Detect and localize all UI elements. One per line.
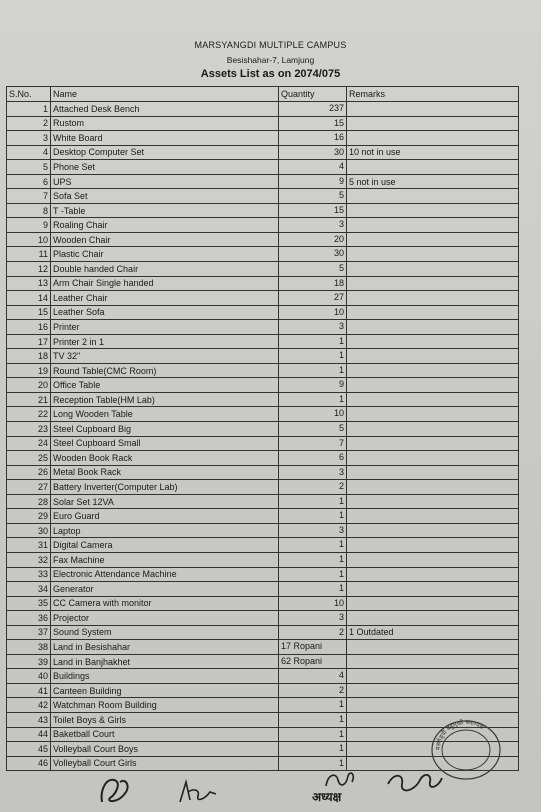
row-name: Roaling Chair xyxy=(51,218,279,233)
row-quantity: 16 xyxy=(279,131,347,146)
row-name: Leather Chair xyxy=(51,291,279,306)
row-name: Volleyball Court Girls xyxy=(51,756,279,771)
row-remarks xyxy=(347,494,519,509)
row-remarks xyxy=(347,654,519,669)
signature-1 xyxy=(96,772,136,808)
row-name: Euro Guard xyxy=(51,509,279,524)
college-name: MARSYANGDI MULTIPLE CAMPUS xyxy=(194,40,347,50)
row-quantity: 9 xyxy=(279,174,347,189)
row-remarks xyxy=(347,131,519,146)
row-quantity: 15 xyxy=(279,203,347,218)
row-quantity: 3 xyxy=(279,465,347,480)
table-row xyxy=(7,131,519,146)
row-remarks xyxy=(347,334,519,349)
row-sn: 5 xyxy=(7,160,51,175)
row-sn: 19 xyxy=(7,363,51,378)
row-quantity: 1 xyxy=(279,349,347,364)
row-name: Reception Table(HM Lab) xyxy=(51,392,279,407)
row-quantity: 20 xyxy=(279,232,347,247)
row-name: Land in Besishahar xyxy=(51,640,279,655)
table-row xyxy=(7,174,519,189)
row-remarks xyxy=(347,523,519,538)
row-quantity: 1 xyxy=(279,742,347,757)
row-name: TV 32" xyxy=(51,349,279,364)
college-address: Besishahar-7, Lamjung xyxy=(226,55,315,65)
row-name: Long Wooden Table xyxy=(51,407,279,422)
table-row xyxy=(7,349,519,364)
row-name: Sofa Set xyxy=(51,189,279,204)
table-row xyxy=(7,203,519,218)
table-row xyxy=(7,480,519,495)
table-row xyxy=(7,698,519,713)
row-sn: 38 xyxy=(7,640,51,655)
row-remarks xyxy=(347,247,519,262)
row-remarks xyxy=(347,320,519,335)
row-sn: 4 xyxy=(7,145,51,160)
row-quantity: 10 xyxy=(279,407,347,422)
row-name: Battery Inverter(Computer Lab) xyxy=(51,480,279,495)
table-row xyxy=(7,596,519,611)
row-sn: 22 xyxy=(7,407,51,422)
row-sn: 43 xyxy=(7,712,51,727)
row-sn: 21 xyxy=(7,392,51,407)
row-name: Canteen Building xyxy=(51,683,279,698)
table-row xyxy=(7,262,519,277)
row-remarks xyxy=(347,422,519,437)
row-name: White Board xyxy=(51,131,279,146)
row-sn: 1 xyxy=(7,102,51,117)
row-quantity: 4 xyxy=(279,669,347,684)
table-row xyxy=(7,567,519,582)
row-name: Office Table xyxy=(51,378,279,393)
row-remarks xyxy=(347,465,519,480)
row-remarks xyxy=(347,596,519,611)
row-sn: 26 xyxy=(7,465,51,480)
row-name: Wooden Book Rack xyxy=(51,451,279,466)
row-remarks xyxy=(347,480,519,495)
table-row xyxy=(7,669,519,684)
row-quantity: 3 xyxy=(279,611,347,626)
row-name: Rustom xyxy=(51,116,279,131)
row-quantity: 3 xyxy=(279,320,347,335)
row-remarks xyxy=(347,683,519,698)
table-row xyxy=(7,160,519,175)
row-remarks xyxy=(347,102,519,117)
row-quantity: 7 xyxy=(279,436,347,451)
row-name: Printer 2 in 1 xyxy=(51,334,279,349)
row-sn: 20 xyxy=(7,378,51,393)
row-name: UPS xyxy=(51,174,279,189)
row-sn: 11 xyxy=(7,247,51,262)
table-row xyxy=(7,538,519,553)
row-quantity: 1 xyxy=(279,509,347,524)
row-sn: 8 xyxy=(7,203,51,218)
row-remarks xyxy=(347,567,519,582)
row-remarks xyxy=(347,538,519,553)
table-row xyxy=(7,552,519,567)
assets-table xyxy=(6,86,519,771)
row-quantity: 1 xyxy=(279,712,347,727)
row-name: Buildings xyxy=(51,669,279,684)
table-row xyxy=(7,378,519,393)
row-sn: 45 xyxy=(7,742,51,757)
row-name: Electronic Attendance Machine xyxy=(51,567,279,582)
table-row xyxy=(7,102,519,117)
row-sn: 31 xyxy=(7,538,51,553)
table-row xyxy=(7,363,519,378)
row-remarks xyxy=(347,232,519,247)
row-name: Generator xyxy=(51,582,279,597)
row-quantity: 30 xyxy=(279,145,347,160)
table-row xyxy=(7,291,519,306)
row-sn: 30 xyxy=(7,523,51,538)
row-remarks xyxy=(347,669,519,684)
row-quantity: 237 xyxy=(279,102,347,117)
table-row xyxy=(7,625,519,640)
row-quantity: 27 xyxy=(279,291,347,306)
row-name: Attached Desk Bench xyxy=(51,102,279,117)
row-remarks xyxy=(347,451,519,466)
row-remarks xyxy=(347,262,519,277)
row-sn: 14 xyxy=(7,291,51,306)
row-name: Baketball Court xyxy=(51,727,279,742)
row-remarks xyxy=(347,640,519,655)
row-sn: 7 xyxy=(7,189,51,204)
row-quantity: 3 xyxy=(279,218,347,233)
row-sn: 29 xyxy=(7,509,51,524)
row-name: Round Table(CMC Room) xyxy=(51,363,279,378)
row-quantity: 1 xyxy=(279,727,347,742)
row-quantity: 1 xyxy=(279,552,347,567)
row-quantity: 1 xyxy=(279,363,347,378)
row-quantity: 5 xyxy=(279,189,347,204)
row-sn: 12 xyxy=(7,262,51,277)
row-name: Leather Sofa xyxy=(51,305,279,320)
row-sn: 46 xyxy=(7,756,51,771)
row-quantity: 4 xyxy=(279,160,347,175)
row-name: Metal Book Rack xyxy=(51,465,279,480)
row-quantity: 10 xyxy=(279,596,347,611)
campus-seal-stamp xyxy=(428,718,504,782)
table-row xyxy=(7,494,519,509)
row-name: Solar Set 12VA xyxy=(51,494,279,509)
row-sn: 32 xyxy=(7,552,51,567)
row-quantity: 17 Ropani xyxy=(279,640,347,655)
row-quantity: 2 xyxy=(279,625,347,640)
row-sn: 40 xyxy=(7,669,51,684)
table-row xyxy=(7,451,519,466)
row-remarks xyxy=(347,582,519,597)
row-remarks xyxy=(347,116,519,131)
row-name: Arm Chair Single handed xyxy=(51,276,279,291)
row-sn: 17 xyxy=(7,334,51,349)
row-sn: 13 xyxy=(7,276,51,291)
header-quantity: Quantity xyxy=(279,87,347,102)
table-row xyxy=(7,582,519,597)
signature-2 xyxy=(176,778,220,808)
row-remarks xyxy=(347,305,519,320)
row-quantity: 30 xyxy=(279,247,347,262)
row-sn: 16 xyxy=(7,320,51,335)
row-sn: 35 xyxy=(7,596,51,611)
row-remarks xyxy=(347,291,519,306)
header-remarks: Remarks xyxy=(347,87,519,102)
row-remarks xyxy=(347,218,519,233)
row-quantity: 10 xyxy=(279,305,347,320)
row-remarks xyxy=(347,509,519,524)
row-name: Laptop xyxy=(51,523,279,538)
row-sn: 27 xyxy=(7,480,51,495)
row-sn: 28 xyxy=(7,494,51,509)
row-name: CC Camera with monitor xyxy=(51,596,279,611)
row-quantity: 1 xyxy=(279,494,347,509)
table-row xyxy=(7,683,519,698)
row-name: Plastic Chair xyxy=(51,247,279,262)
row-remarks: 1 Outdated xyxy=(347,625,519,640)
row-sn: 15 xyxy=(7,305,51,320)
row-remarks xyxy=(347,611,519,626)
table-row xyxy=(7,422,519,437)
row-remarks xyxy=(347,203,519,218)
table-row xyxy=(7,116,519,131)
row-remarks: 5 not in use xyxy=(347,174,519,189)
row-sn: 6 xyxy=(7,174,51,189)
row-remarks xyxy=(347,407,519,422)
row-name: Wooden Chair xyxy=(51,232,279,247)
row-name: Land in Banjhakhet xyxy=(51,654,279,669)
row-sn: 10 xyxy=(7,232,51,247)
row-sn: 3 xyxy=(7,131,51,146)
table-row xyxy=(7,247,519,262)
table-row xyxy=(7,436,519,451)
row-name: Projector xyxy=(51,611,279,626)
row-remarks xyxy=(347,160,519,175)
table-row xyxy=(7,145,519,160)
row-sn: 2 xyxy=(7,116,51,131)
table-row xyxy=(7,276,519,291)
chairman-label: अध्यक्ष xyxy=(312,790,342,804)
row-sn: 44 xyxy=(7,727,51,742)
row-sn: 42 xyxy=(7,698,51,713)
table-row xyxy=(7,232,519,247)
row-sn: 9 xyxy=(7,218,51,233)
row-remarks xyxy=(347,392,519,407)
row-name: T -Table xyxy=(51,203,279,218)
row-remarks xyxy=(347,363,519,378)
row-remarks xyxy=(347,349,519,364)
row-name: Toilet Boys & Girls xyxy=(51,712,279,727)
row-quantity: 1 xyxy=(279,756,347,771)
table-row xyxy=(7,509,519,524)
row-sn: 33 xyxy=(7,567,51,582)
row-quantity: 1 xyxy=(279,334,347,349)
table-row xyxy=(7,465,519,480)
table-row xyxy=(7,334,519,349)
document-title: Assets List as on 2074/075 xyxy=(200,68,341,80)
row-name: Steel Cupboard Big xyxy=(51,422,279,437)
row-quantity: 1 xyxy=(279,392,347,407)
header-sn: S.No. xyxy=(7,87,51,102)
row-name: Desktop Computer Set xyxy=(51,145,279,160)
table-row xyxy=(7,189,519,204)
table-header-row xyxy=(7,87,519,102)
row-sn: 36 xyxy=(7,611,51,626)
row-quantity: 1 xyxy=(279,567,347,582)
row-quantity: 3 xyxy=(279,523,347,538)
table-row xyxy=(7,654,519,669)
row-quantity: 5 xyxy=(279,262,347,277)
row-remarks xyxy=(347,378,519,393)
row-quantity: 62 Ropani xyxy=(279,654,347,669)
row-remarks xyxy=(347,276,519,291)
row-name: Fax Machine xyxy=(51,552,279,567)
row-sn: 41 xyxy=(7,683,51,698)
row-sn: 34 xyxy=(7,582,51,597)
row-remarks: 10 not in use xyxy=(347,145,519,160)
table-row xyxy=(7,640,519,655)
header-name: Name xyxy=(51,87,279,102)
row-remarks xyxy=(347,189,519,204)
row-sn: 24 xyxy=(7,436,51,451)
row-quantity: 1 xyxy=(279,698,347,713)
row-quantity: 1 xyxy=(279,582,347,597)
row-name: Sound System xyxy=(51,625,279,640)
table-row xyxy=(7,305,519,320)
row-name: Volleyball Court Boys xyxy=(51,742,279,757)
table-row xyxy=(7,392,519,407)
table-row xyxy=(7,611,519,626)
row-quantity: 2 xyxy=(279,480,347,495)
row-quantity: 9 xyxy=(279,378,347,393)
row-sn: 25 xyxy=(7,451,51,466)
row-name: Phone Set xyxy=(51,160,279,175)
row-sn: 39 xyxy=(7,654,51,669)
row-sn: 18 xyxy=(7,349,51,364)
table-row xyxy=(7,218,519,233)
row-name: Double handed Chair xyxy=(51,262,279,277)
table-row xyxy=(7,523,519,538)
row-quantity: 6 xyxy=(279,451,347,466)
row-quantity: 18 xyxy=(279,276,347,291)
row-sn: 37 xyxy=(7,625,51,640)
svg-text:मर्स्याङ्दी बहुमुखी क्याम्पस: मर्स्याङ्दी बहुमुखी क्याम्पस xyxy=(434,718,485,751)
row-name: Steel Cupboard Small xyxy=(51,436,279,451)
row-remarks xyxy=(347,552,519,567)
row-name: Watchman Room Building xyxy=(51,698,279,713)
table-row xyxy=(7,407,519,422)
row-name: Printer xyxy=(51,320,279,335)
row-name: Digital Camera xyxy=(51,538,279,553)
row-quantity: 1 xyxy=(279,538,347,553)
row-remarks xyxy=(347,436,519,451)
table-row xyxy=(7,320,519,335)
row-quantity: 2 xyxy=(279,683,347,698)
row-quantity: 5 xyxy=(279,422,347,437)
row-quantity: 15 xyxy=(279,116,347,131)
row-remarks xyxy=(347,698,519,713)
row-sn: 23 xyxy=(7,422,51,437)
